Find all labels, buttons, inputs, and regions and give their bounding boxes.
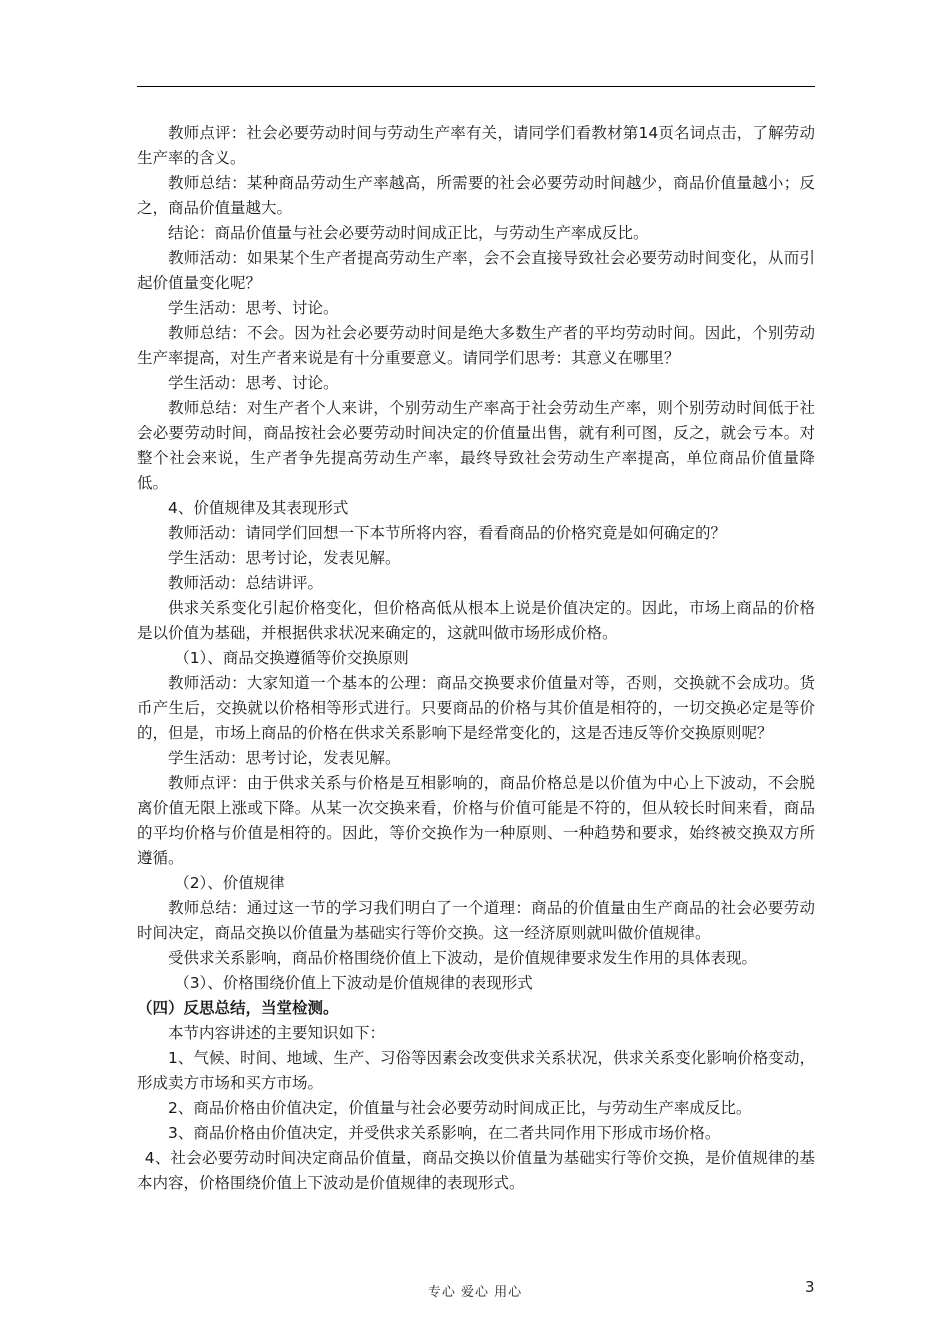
paragraph-teacher-comment-1: 教师点评：社会必要劳动时间与劳动生产率有关，请同学们看教材第14页名词点击，了解劳动生产率的含义。 [137,124,815,167]
summary-item-3: 3、商品价格由价值决定，并受供求关系影响，在二者共同作用下形成市场价格。 [168,1124,721,1142]
paragraph-conclusion: 结论：商品价值量与社会必要劳动时间成正比，与劳动生产率成反比。 [168,224,649,242]
subheading-1: （1）、商品交换遵循等价交换原则 [174,649,409,667]
paragraph-teacher-activity-4: 教师活动：大家知道一个基本的公理：商品交换要求价值量对等，否则，交换就不会成功。货币产生后，交换就以价格相等形式进行。只要商品的价格与其价值是相符的，一切交换必定是等价的，但是，市场上商品的价格在供求关系影响下是经常变化的，这是否违反等价交换原则呢？ [137,674,815,742]
paragraph-teacher-summary-2: 教师总结：不会。因为社会必要劳动时间是绝大多数生产者的平均劳动时间。因此，个别劳动生产率提高，对生产者来说是有十分重要意义。请同学们思考：其意义在哪里？ [137,324,815,367]
paragraph-student-activity-4: 学生活动：思考讨论，发表见解。 [168,749,401,767]
paragraph-teacher-comment-2: 教师点评：由于供求关系与价格是互相影响的，商品价格总是以价值为中心上下波动，不会脱离价值无限上涨或下降。从某一次交换来看，价格与价值可能是不符的，但从较长时间来看，商品的平均价格与价值是相符的。因此，等价交换作为一种原则、一种趋势和要求，始终被交换双方所遵循。 [137,774,815,867]
paragraph-teacher-summary-4: 教师总结：通过这一节的学习我们明白了一个道理：商品的价值量由生产商品的社会必要劳动时间决定，商品交换以价值量为基础实行等价交换。这一经济原则就叫做价值规律。 [137,899,815,942]
section-heading-reflection: （四）反思总结，当堂检测。 [137,999,339,1017]
page-number: 3 [805,1278,815,1296]
footer-motto: 专心 爱心 用心 [427,1285,523,1300]
summary-item-4: 4、社会必要劳动时间决定商品价值量，商品交换以价值量为基础实行等价交换，是价值规律的基本内容，价格围绕价值上下波动是价值规律的表现形式。 [137,1149,815,1192]
paragraph-student-activity-1: 学生活动：思考、讨论。 [168,299,339,317]
paragraph-teacher-activity-3: 教师活动：总结讲评。 [168,574,324,592]
paragraph-teacher-activity-1: 教师活动：如果某个生产者提高劳动生产率，会不会直接导致社会必要劳动时间变化，从而引起价值量变化呢？ [137,249,815,292]
paragraph-student-activity-2: 学生活动：思考、讨论。 [168,374,339,392]
paragraph-student-activity-3: 学生活动：思考讨论，发表见解。 [168,549,401,567]
paragraph-teacher-summary-3: 教师总结：对生产者个人来讲，个别劳动生产率高于社会劳动生产率，则个别劳动时间低于社会必要劳动时间，商品按社会必要劳动时间决定的价值量出售，就有利可图，反之，就会亏本。对整个社会来说，生产者争先提高劳动生产率，最终导致社会劳动生产率提高，单位商品价值量降低。 [137,399,815,492]
summary-item-2: 2、商品价格由价值决定，价值量与社会必要劳动时间成正比，与劳动生产率成反比。 [168,1099,752,1117]
summary-item-1: 1、气候、时间、地域、生产、习俗等因素会改变供求关系状况，供求关系变化影响价格变动，形成卖方市场和买方市场。 [137,1049,815,1092]
subheading-2: （2）、价值规律 [174,874,285,892]
paragraph-supply-demand: 受供求关系影响，商品价格围绕价值上下波动，是价值规律要求发生作用的具体表现。 [168,949,758,967]
paragraph-teacher-summary-1: 教师总结：某种商品劳动生产率越高，所需要的社会必要劳动时间越少，商品价值量越小；反之，商品价值量越大。 [137,174,815,217]
paragraph-market-price: 供求关系变化引起价格变化，但价格高低从根本上说是价值决定的。因此，市场上商品的价格是以价值为基础，并根据供求状况来确定的，这就叫做市场形成价格。 [137,599,815,642]
header-rule [137,86,815,87]
paragraph-summary-intro: 本节内容讲述的主要知识如下： [168,1024,386,1042]
document-body [137,121,815,1196]
subheading-3: （3）、价格围绕价值上下波动是价值规律的表现形式 [174,974,533,992]
paragraph-teacher-activity-2: 教师活动：请同学们回想一下本节所将内容，看看商品的价格究竟是如何确定的？ [168,524,727,542]
section-heading-4: 4、价值规律及其表现形式 [168,499,349,517]
